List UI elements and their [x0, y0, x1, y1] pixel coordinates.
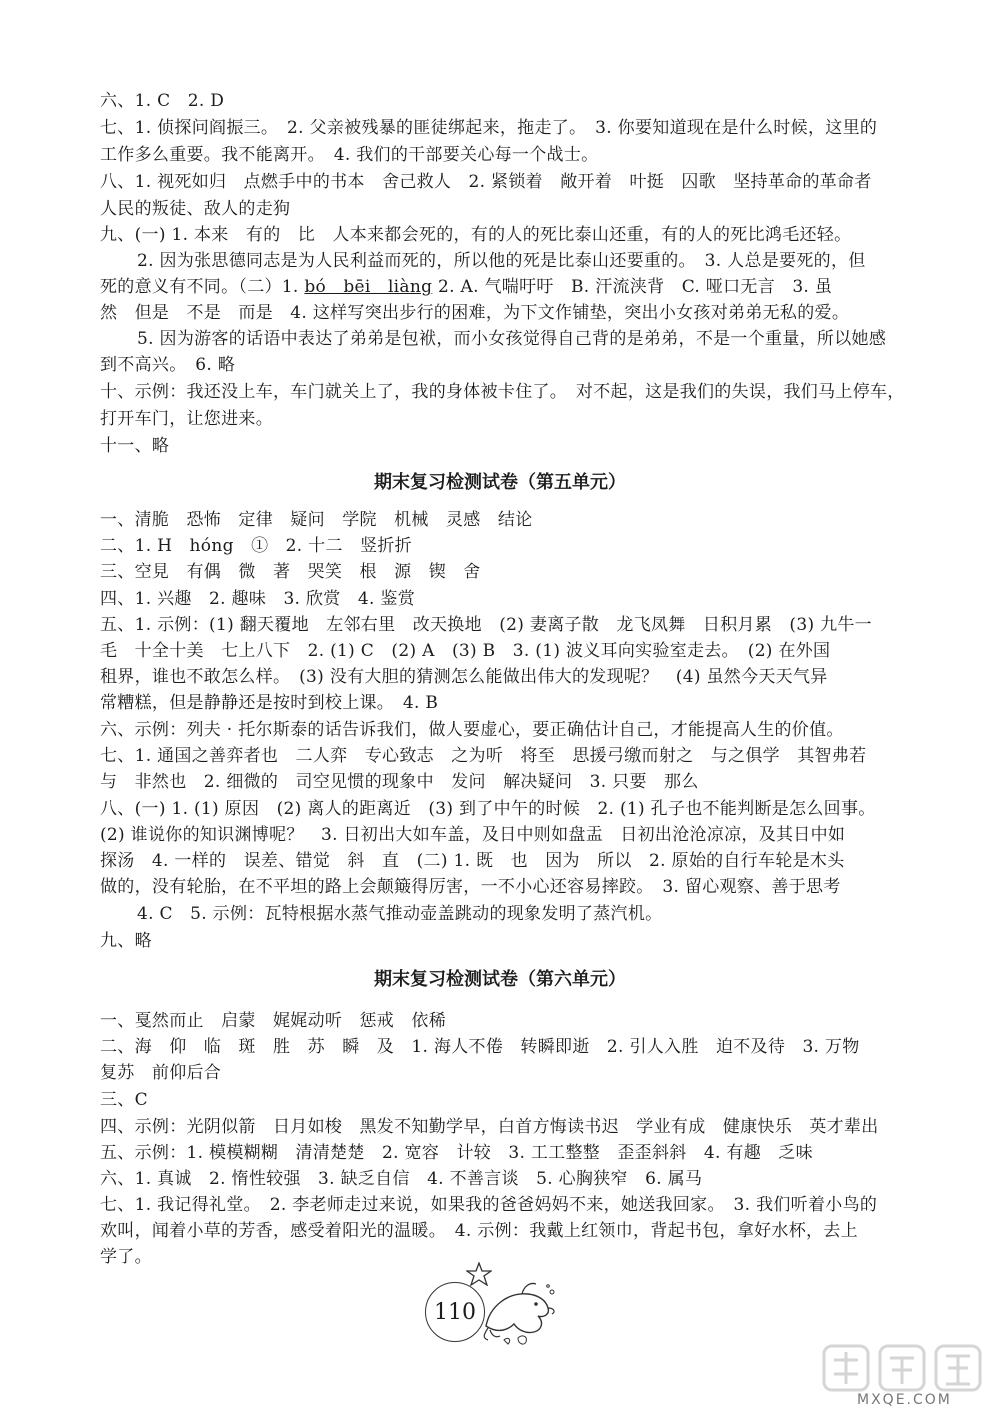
page-number: 110 [425, 1282, 485, 1342]
answer-line: 六、1. C 2. D [100, 91, 225, 111]
answer-line: 5. 因为游客的话语中表达了弟弟是包袱，而小女孩觉得自己背的是弟弟，不是一个重量，所以她感 [137, 329, 887, 349]
answer-line: 四、1. 兴趣 2. 趣味 3. 欣赏 4. 鉴赏 [100, 589, 415, 609]
answer-line: (2) 谁说你的知识渊博呢？ 3. 日初出大如车盖，及日中则如盘盂 日初出沧沧凉凉，及其日中如 [100, 825, 846, 845]
answer-line: 学了。 [100, 1247, 152, 1267]
answer-line: 二、1. H hóng ① 2. 十二 竖折折 [100, 536, 412, 556]
answer-line: 毛 十全十美 七上八下 2. (1) C (2) A (3) B 3. (1) 波义耳向实验室走去。 (2) 在外国 [100, 641, 831, 661]
answer-line: 十、示例：我还没上车，车门就关上了，我的身体被卡住了。 对不起，这是我们的失误，我们马上停车， [100, 382, 905, 402]
answer-line: 七、1. 我记得礼堂。 2. 李老师走过来说，如果我的爸爸妈妈不来，她送我回家。 3. 我们听着小鸟的 [100, 1195, 878, 1215]
answer-line: 4. C 5. 示例：瓦特根据水蒸气推动壶盖跳动的现象发明了蒸汽机。 [137, 904, 663, 924]
answer-line: 三、C [100, 1090, 148, 1110]
pinyin-answer: bó bēi liàng [304, 277, 433, 297]
answer-line: 十一、略 [100, 436, 170, 456]
answer-text: 2. A. 气喘吁吁 B. 汗流浃背 C. 哑口无言 3. 虽 [438, 277, 833, 297]
answer-line: 一、戛然而止 启蒙 娓娓动听 惩戒 依稀 [100, 1011, 446, 1031]
answer-line: 六、1. 真诚 2. 惰性较强 3. 缺乏自信 4. 不善言谈 5. 心胸狭窄 6. 属马 [100, 1169, 703, 1189]
answer-line: 2. 因为张思德同志是为人民利益而死的，所以他的死是比泰山还要重的。 3. 人总是要死的，但 [137, 251, 866, 271]
answer-line: 做的，没有轮胎，在不平坦的路上会颠簸得厉害，一不小心还容易摔跤。 3. 留心观察、善于思考 [100, 877, 841, 897]
answer-line: 探汤 4. 一样的 误差、错觉 斜 直 (二) 1. 既 也 因为 所以 2. 原始的自行车轮是木头 [100, 851, 845, 871]
answer-line: 五、1. 示例：(1) 翻天覆地 左邻右里 改天换地 (2) 妻离子散 龙飞凤舞 日积月累 (3) 九牛一 [100, 615, 872, 635]
answer-line: 到不高兴。 6. 略 [100, 355, 236, 375]
answer-line: 然 但是 不是 而是 4. 这样写突出步行的困难，为下文作铺垫，突出小女孩对弟弟无私的爱。 [100, 303, 850, 323]
answer-line: 二、海 仰 临 斑 胜 苏 瞬 及 1. 海人不倦 转瞬即逝 2. 引人入胜 迫不及待 3. 万物 [100, 1037, 860, 1057]
answer-line [100, 276, 900, 298]
answer-line: 租界，谁也不敢怎么样。 (3) 没有大胆的猜测怎么能做出伟大的发现呢？ (4) 虽然今天天气异 [100, 667, 828, 687]
answer-line: 六、示例：列夫 · 托尔斯泰的话告诉我们，做人要虚心，要正确估计自己，才能提高人生的价值。 [100, 720, 844, 740]
answer-line: 常糟糕，但是静静还是按时到校上课。 4. B [100, 693, 439, 713]
answer-line: 九、(一) 1. 本来 有的 比 人本来都会死的，有的人的死比泰山还重，有的人的死比鸿毛还轻。 [100, 225, 852, 245]
section-heading: 期末复习检测试卷（第五单元） [374, 472, 626, 493]
answer-line: 八、1. 视死如归 点燃手中的书本 舍己救人 2. 紧锁着 敞开着 叶挺 囚歌 坚持革命的革命者 [100, 172, 872, 192]
dolphin-icon [478, 1278, 558, 1348]
answer-line: 一、清脆 恐怖 定律 疑问 学院 机械 灵感 结论 [100, 510, 533, 530]
answer-line: 与 非然也 2. 细微的 司空见惯的现象中 发问 解决疑问 3. 只要 那么 [100, 772, 699, 792]
watermark-text: MXQE.COM [857, 1392, 952, 1408]
answer-line: 九、略 [100, 931, 152, 951]
answer-line: 四、示例：光阴似箭 日月如梭 黑发不知勤学早，白首方悔读书迟 学业有成 健康快乐 英才辈出 [100, 1117, 879, 1137]
answer-line: 五、示例：1. 模模糊糊 清清楚楚 2. 宽容 计较 3. 工工整整 歪歪斜斜 4. 有趣 乏味 [100, 1143, 813, 1163]
answer-text: 死的意义有不同。（二）1. [100, 277, 299, 297]
answer-line: 七、1. 侦探问阎振三。 2. 父亲被残暴的匪徒绑起来，拖走了。 3. 你要知道现在是什么时候，这里的 [100, 118, 878, 138]
answer-line: 打开车门，让您进来。 [100, 409, 273, 429]
answer-line: 七、1. 通国之善弈者也 二人弈 专心致志 之为听 将至 思援弓缴而射之 与之俱学 其智弗若 [100, 746, 867, 766]
answer-line: 工作多么重要。我不能离开。 4. 我们的干部要关心每一个战士。 [100, 145, 599, 165]
section-heading: 期末复习检测试卷（第六单元） [374, 969, 626, 990]
answer-line: 欢叫，闻着小草的芳香，感受着阳光的温暖。 4. 示例：我戴上红领巾，背起书包，拿好水杯，去上 [100, 1221, 858, 1241]
answer-line: 复苏 前仰后合 [100, 1063, 222, 1083]
answer-line: 人民的叛徒、敌人的走狗 [100, 199, 291, 219]
answer-line: 三、空見 有偶 微 著 哭笑 根 源 锲 舍 [100, 562, 481, 582]
answer-line: 八、(一) 1. (1) 原因 (2) 离人的距离近 (3) 到了中午的时候 2. (1) 孔子也不能判断是怎么回事。 [100, 799, 876, 819]
